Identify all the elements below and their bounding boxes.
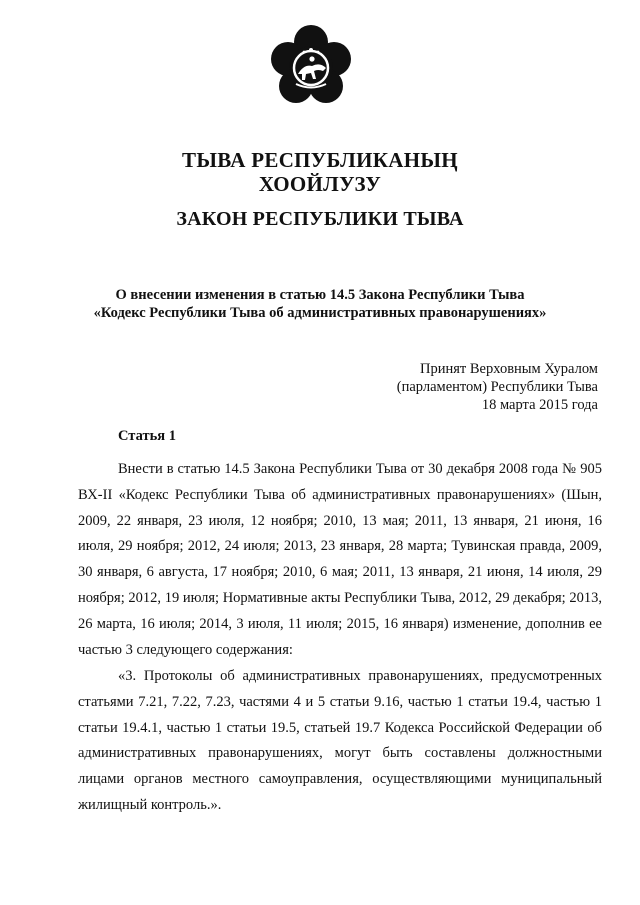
law-subject-line1: О внесении изменения в статью 14.5 Закона Республики Тыва [115,287,525,303]
law-title-tyva-line2: ХООЙЛУЗУ [258,172,382,196]
law-title-russian: ЗАКОН РЕСПУБЛИКИ ТЫВА [176,208,464,230]
law-subject-line2: «Кодекс Республики Тыва об административных правонарушениях» [93,305,547,321]
tyva-emblem-icon [268,24,354,110]
article-title: Статья 1 [118,428,176,444]
adoption-date: 18 марта 2015 года [481,397,598,413]
article-paragraph-1: Внести в статью 14.5 Закона Республики Тыва от 30 декабря 2008 года № 905 ВХ-II «Кодекс Республики Тыва об административных правонарушениях» (Шын, 2009, 22 января, 23 июля, 12 ноября; 2010, 13 мая; 2011, 13 января, 21 июня, 16 июля, 29 ноября; 2012, 24 июля; 2013, 23 января, 28 марта; Тувинская правда, 2009, 30 января, 6 августа, 17 ноября; 2010, 6 мая; 2011, 13 января, 21 июня, 14 июля, 29 ноября; 2012, 19 июля; Нормативные акты Республики Тыва, 2012, 29 декабря; 2013, 26 марта, 16 июля; 2014, 3 июля, 11 июля; 2015, 16 января) изменение, дополнив ее частью 3 следующего содержания: [78,461,602,658]
adoption-line2: (парламентом) Республики Тыва [396,379,598,395]
law-subject [0,286,640,322]
law-title-tyva-line1: ТЫВА РЕСПУБЛИКАНЫҢ [182,148,458,172]
article-paragraph-2: «3. Протоколы об административных правонарушениях, предусмотренных статьями 7.21, 7.22, 7.23, частями 4 и 5 статьи 9.16, частью 1 статьи 19.4, частью 1 статьи 19.4.1, частью 1 статьи 19.5, статьей 19.7 Кодекса Российской Федерации об административных правонарушениях, могут быть составлены должностными лицами органов местного самоуправления, осуществляющими муниципальный жилищный контроль.». [78,668,602,813]
adoption-block [397,360,598,414]
adoption-line1: Принят Верховным Хуралом [420,361,598,377]
